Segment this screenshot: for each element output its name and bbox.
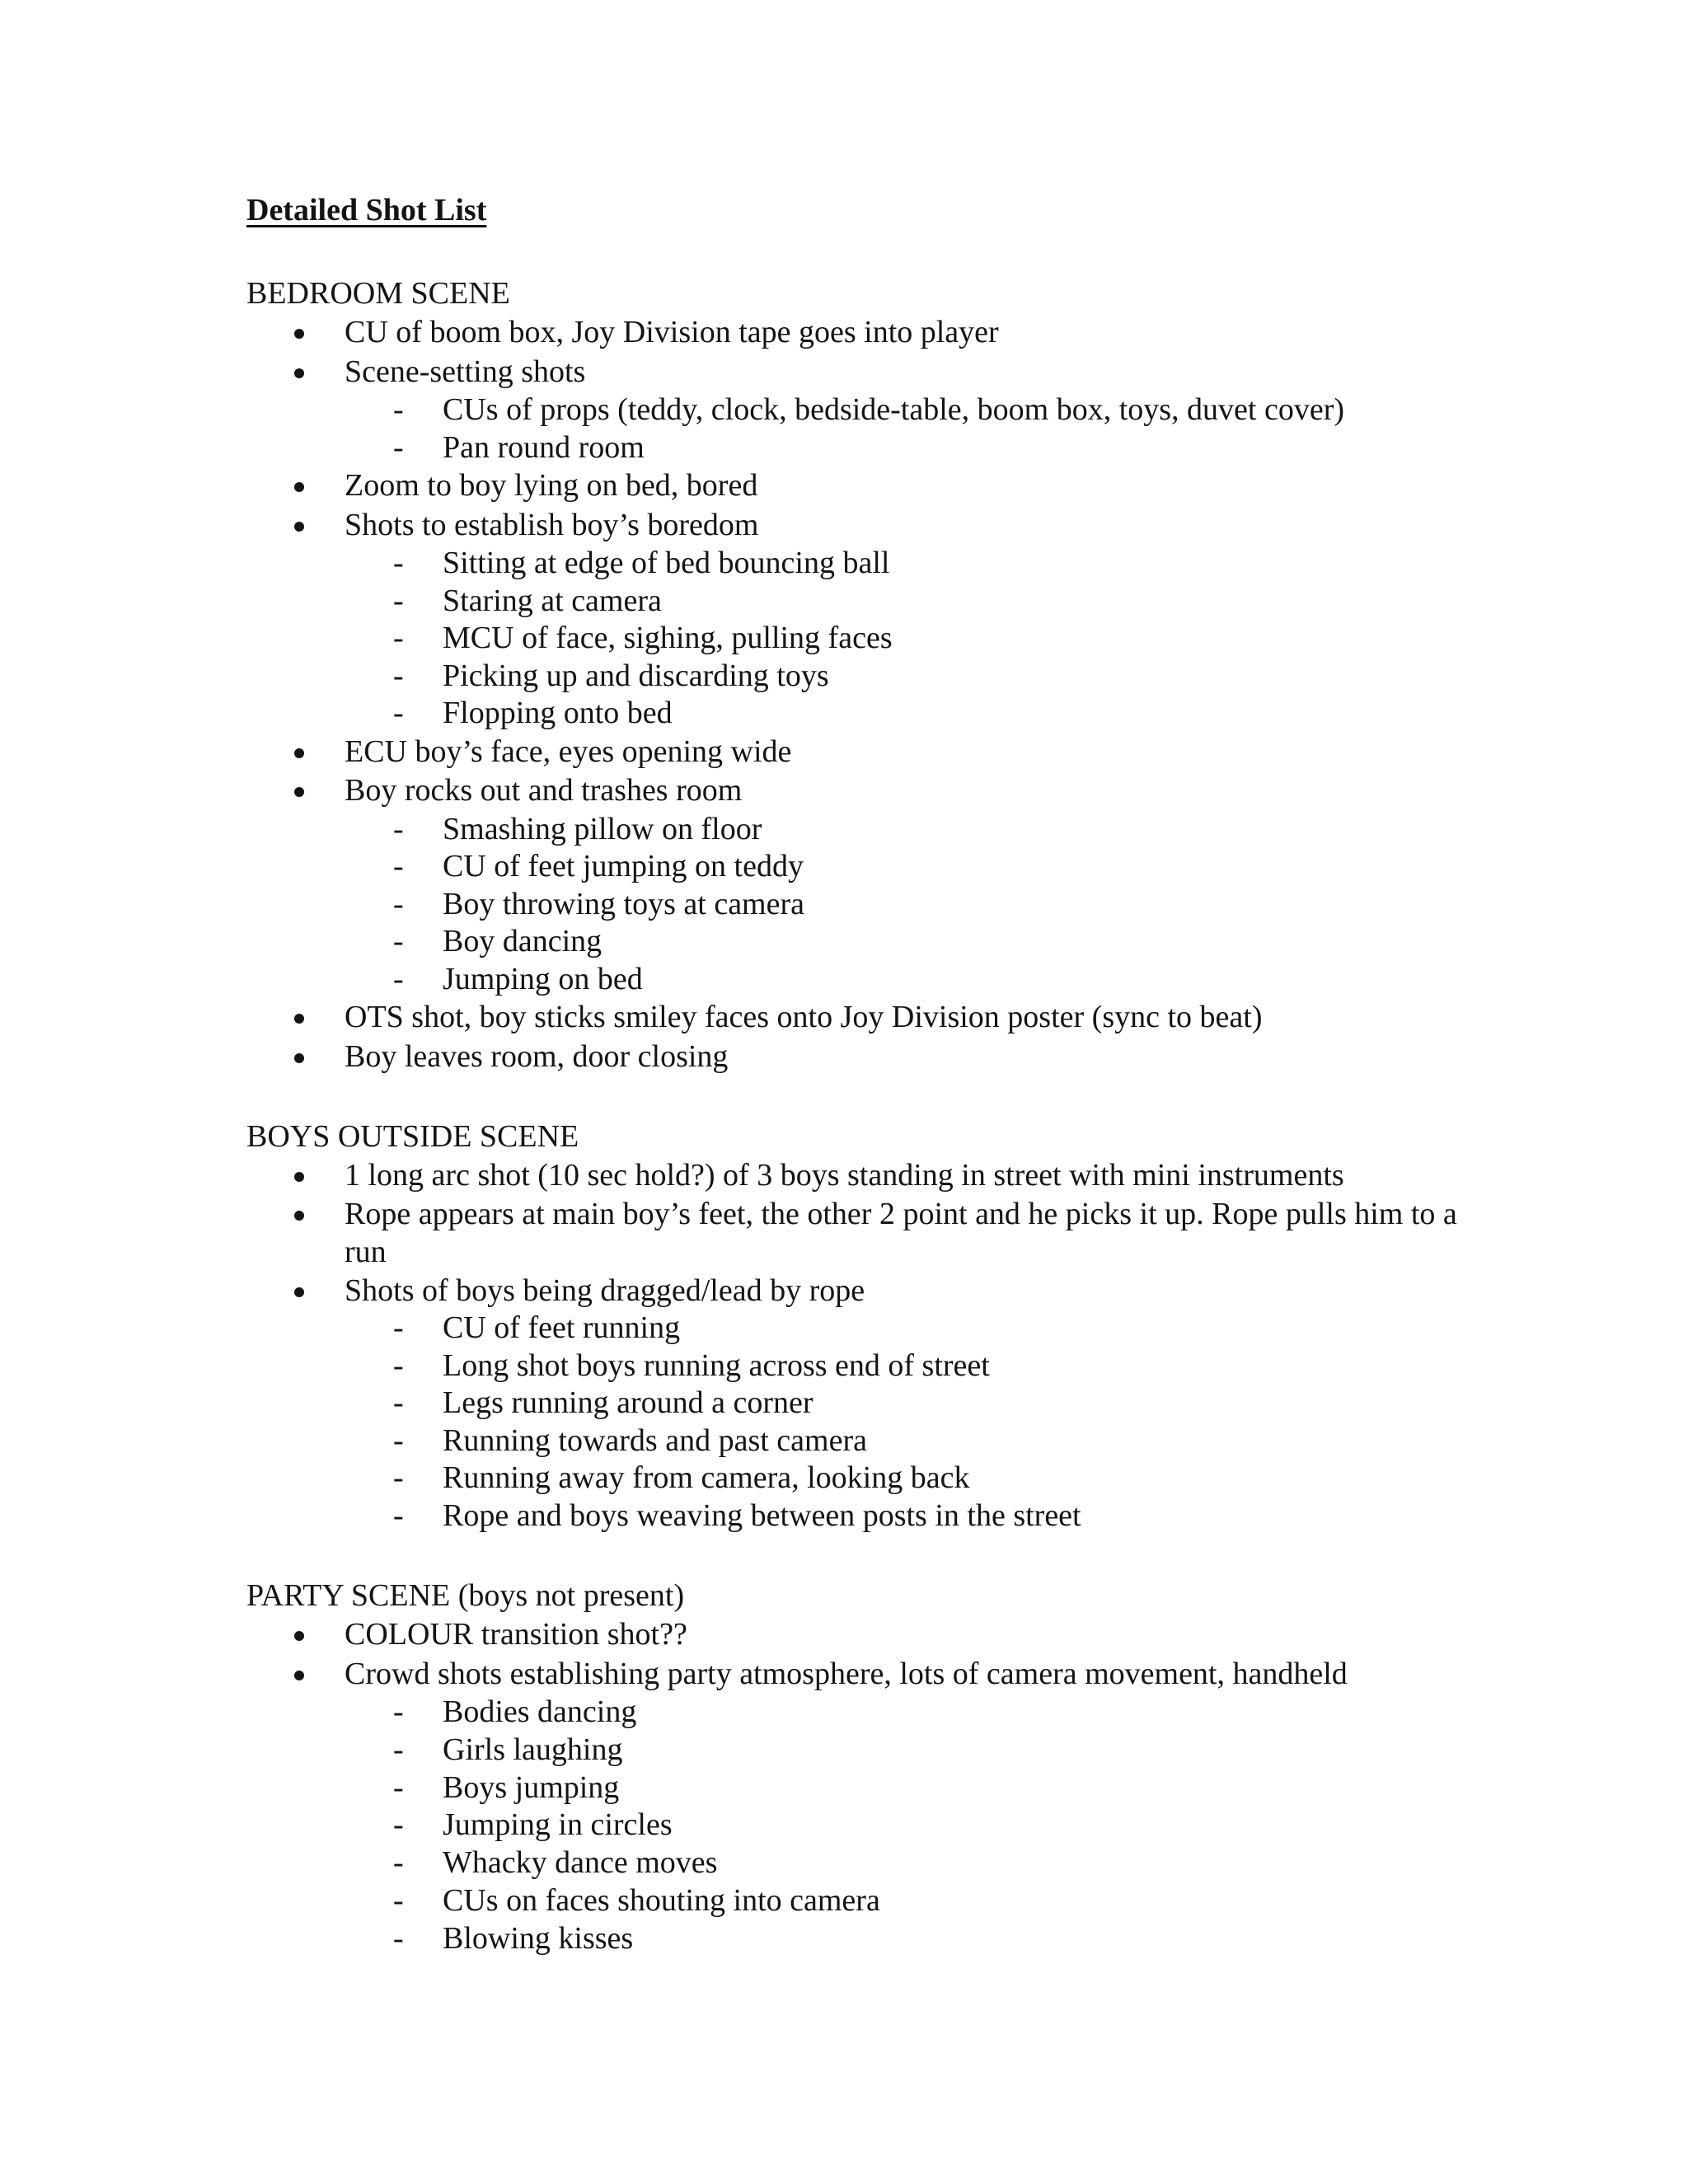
bullet-icon — [294, 787, 304, 797]
dash-icon: - — [393, 1694, 404, 1729]
sub-list-item-text: Picking up and discarding toys — [443, 658, 829, 693]
sub-list-item-text: Girls laughing — [443, 1732, 623, 1767]
bullet-icon — [294, 1211, 304, 1221]
dash-icon: - — [393, 811, 404, 846]
list-item — [246, 1615, 1498, 1655]
list-item — [246, 733, 1498, 772]
sub-list-item-text: Running towards and past camera — [443, 1422, 867, 1458]
list-item-text: Crowd shots establishing party atmosphere, lots of camera movement, handheld — [345, 1656, 1348, 1691]
sub-list-item — [246, 1497, 1483, 1535]
sub-list-item — [246, 848, 1483, 886]
list-item-text: ECU boy’s face, eyes opening wide — [345, 733, 792, 769]
dash-icon: - — [393, 1882, 404, 1918]
dash-icon: - — [393, 1920, 404, 1956]
list-item-text: Rope appears at main boy’s feet, the other 2 point and he picks it up. Rope pulls him to a run — [345, 1196, 1457, 1269]
bullet-icon — [294, 368, 304, 378]
dash-icon: - — [393, 583, 404, 618]
bullet-icon — [294, 482, 304, 492]
list-item-text: Zoom to boy lying on bed, bored — [345, 468, 758, 503]
sub-list-item-text: Staring at camera — [443, 583, 662, 618]
sub-list-item-text: Rope and boys weaving between posts in the street — [443, 1497, 1081, 1533]
list-item-text: 1 long arc shot (10 sec hold?) of 3 boys standing in street with mini instruments — [345, 1158, 1344, 1193]
bullet-icon — [294, 748, 304, 758]
section-bedroom-scene — [246, 274, 1483, 1076]
sub-list-item — [246, 391, 1483, 429]
sub-list-item — [246, 811, 1483, 849]
list-item-text: CU of boom box, Joy Division tape goes into player — [345, 315, 999, 349]
dash-icon: - — [393, 621, 404, 655]
sub-list-item — [246, 1882, 1483, 1920]
sub-list-item — [246, 1769, 1483, 1807]
sub-list-item-text: Blowing kisses — [443, 1920, 634, 1956]
sub-list-item — [246, 583, 1483, 621]
sub-list-item-text: Boy throwing toys at camera — [443, 886, 805, 921]
bullet-icon — [294, 329, 304, 339]
dash-icon: - — [393, 658, 404, 693]
sub-list-item-text: Pan round room — [443, 429, 645, 465]
section-heading: BOYS OUTSIDE SCENE — [246, 1119, 579, 1154]
sub-list-item — [246, 1920, 1483, 1958]
bullet-icon — [294, 1172, 304, 1182]
sub-list-item — [246, 658, 1483, 696]
dash-icon: - — [393, 1732, 404, 1767]
dash-icon: - — [393, 1769, 404, 1805]
dash-icon: - — [393, 392, 404, 427]
list-item-text: OTS shot, boy sticks smiley faces onto Joy Division poster (sync to beat) — [345, 1000, 1263, 1034]
sub-list-item — [246, 1732, 1483, 1769]
sub-list-item-text: CUs on faces shouting into camera — [443, 1882, 880, 1918]
list-item — [246, 1038, 1498, 1077]
list-item — [246, 1156, 1498, 1195]
sub-list-item-text: Sitting at edge of bed bouncing ball — [443, 546, 890, 580]
bullet-icon — [294, 1014, 304, 1024]
sub-list-item — [246, 1460, 1483, 1497]
dash-icon: - — [393, 696, 404, 730]
sub-list-item — [246, 1694, 1483, 1732]
sub-list-item-text: MCU of face, sighing, pulling faces — [443, 621, 893, 655]
dash-icon: - — [393, 1422, 404, 1458]
sub-list-item-text: CUs of props (teddy, clock, bedside-table, boom box, toys, duvet cover) — [443, 392, 1345, 427]
list-item — [246, 313, 1498, 353]
list-item-text: Scene-setting shots — [345, 354, 586, 389]
list-item-text: COLOUR transition shot?? — [345, 1617, 687, 1652]
dash-icon: - — [393, 924, 404, 958]
bullet-icon — [294, 1053, 304, 1063]
list-item-text: Boy rocks out and trashes room — [345, 773, 743, 808]
sub-list-item-text: Smashing pillow on floor — [443, 811, 762, 846]
dash-icon: - — [393, 1310, 404, 1345]
dash-icon: - — [393, 849, 404, 883]
sub-list-item — [246, 1844, 1483, 1882]
list-item — [246, 353, 1498, 392]
sub-list-item-text: Bodies dancing — [443, 1694, 637, 1729]
sub-list-item-text: Boys jumping — [443, 1769, 620, 1805]
bullet-icon — [294, 1631, 304, 1641]
dash-icon: - — [393, 429, 404, 465]
bullet-icon — [294, 1671, 304, 1680]
section-party-scene — [246, 1576, 1483, 1958]
section-boys-outside-scene — [246, 1117, 1483, 1535]
dash-icon: - — [393, 1385, 404, 1420]
dash-icon: - — [393, 1347, 404, 1383]
list-item — [246, 1655, 1498, 1694]
sub-list-item-text: CU of feet jumping on teddy — [443, 849, 804, 883]
list-item-text: Shots of boys being dragged/lead by rope — [345, 1272, 865, 1308]
sub-list-item-text: CU of feet running — [443, 1310, 681, 1345]
list-item — [246, 1195, 1498, 1272]
sub-list-item — [246, 1807, 1483, 1844]
list-item — [246, 466, 1498, 506]
list-item — [246, 1272, 1498, 1310]
section-heading: PARTY SCENE (boys not present) — [246, 1578, 685, 1613]
sub-list-item-text: Jumping in circles — [443, 1807, 673, 1843]
dash-icon: - — [393, 886, 404, 921]
sub-list-item — [246, 1422, 1483, 1460]
sub-list-item-text: Boy dancing — [443, 924, 603, 958]
dash-icon: - — [393, 1497, 404, 1533]
dash-icon: - — [393, 961, 404, 996]
dash-icon: - — [393, 546, 404, 580]
sub-list-item — [246, 886, 1483, 924]
list-item-text: Boy leaves room, door closing — [345, 1038, 729, 1074]
sub-list-item-text: Jumping on bed — [443, 961, 643, 996]
sub-list-item-text: Running away from camera, looking back — [443, 1460, 970, 1495]
sub-list-item — [246, 620, 1483, 658]
sub-list-item-text: Legs running around a corner — [443, 1385, 814, 1420]
sub-list-item-text: Flopping onto bed — [443, 696, 673, 730]
sub-list-item — [246, 545, 1483, 583]
list-item — [246, 771, 1498, 811]
dash-icon: - — [393, 1807, 404, 1843]
sub-list-item — [246, 961, 1483, 999]
dash-icon: - — [393, 1460, 404, 1495]
dash-icon: - — [393, 1845, 404, 1881]
sub-list-item — [246, 1347, 1483, 1385]
document-title: Detailed Shot List — [246, 193, 487, 227]
sub-list-item — [246, 923, 1483, 961]
sub-list-item — [246, 429, 1483, 467]
bullet-icon — [294, 522, 304, 532]
sub-list-item — [246, 695, 1483, 733]
list-item-text: Shots to establish boy’s boredom — [345, 507, 759, 542]
bullet-icon — [294, 1287, 304, 1297]
sub-list-item — [246, 1310, 1483, 1347]
section-heading: BEDROOM SCENE — [246, 276, 510, 311]
sub-list-item-text: Long shot boys running across end of street — [443, 1347, 990, 1383]
sub-list-item-text: Whacky dance moves — [443, 1845, 718, 1881]
list-item — [246, 998, 1498, 1038]
sub-list-item — [246, 1385, 1483, 1422]
list-item — [246, 506, 1498, 546]
